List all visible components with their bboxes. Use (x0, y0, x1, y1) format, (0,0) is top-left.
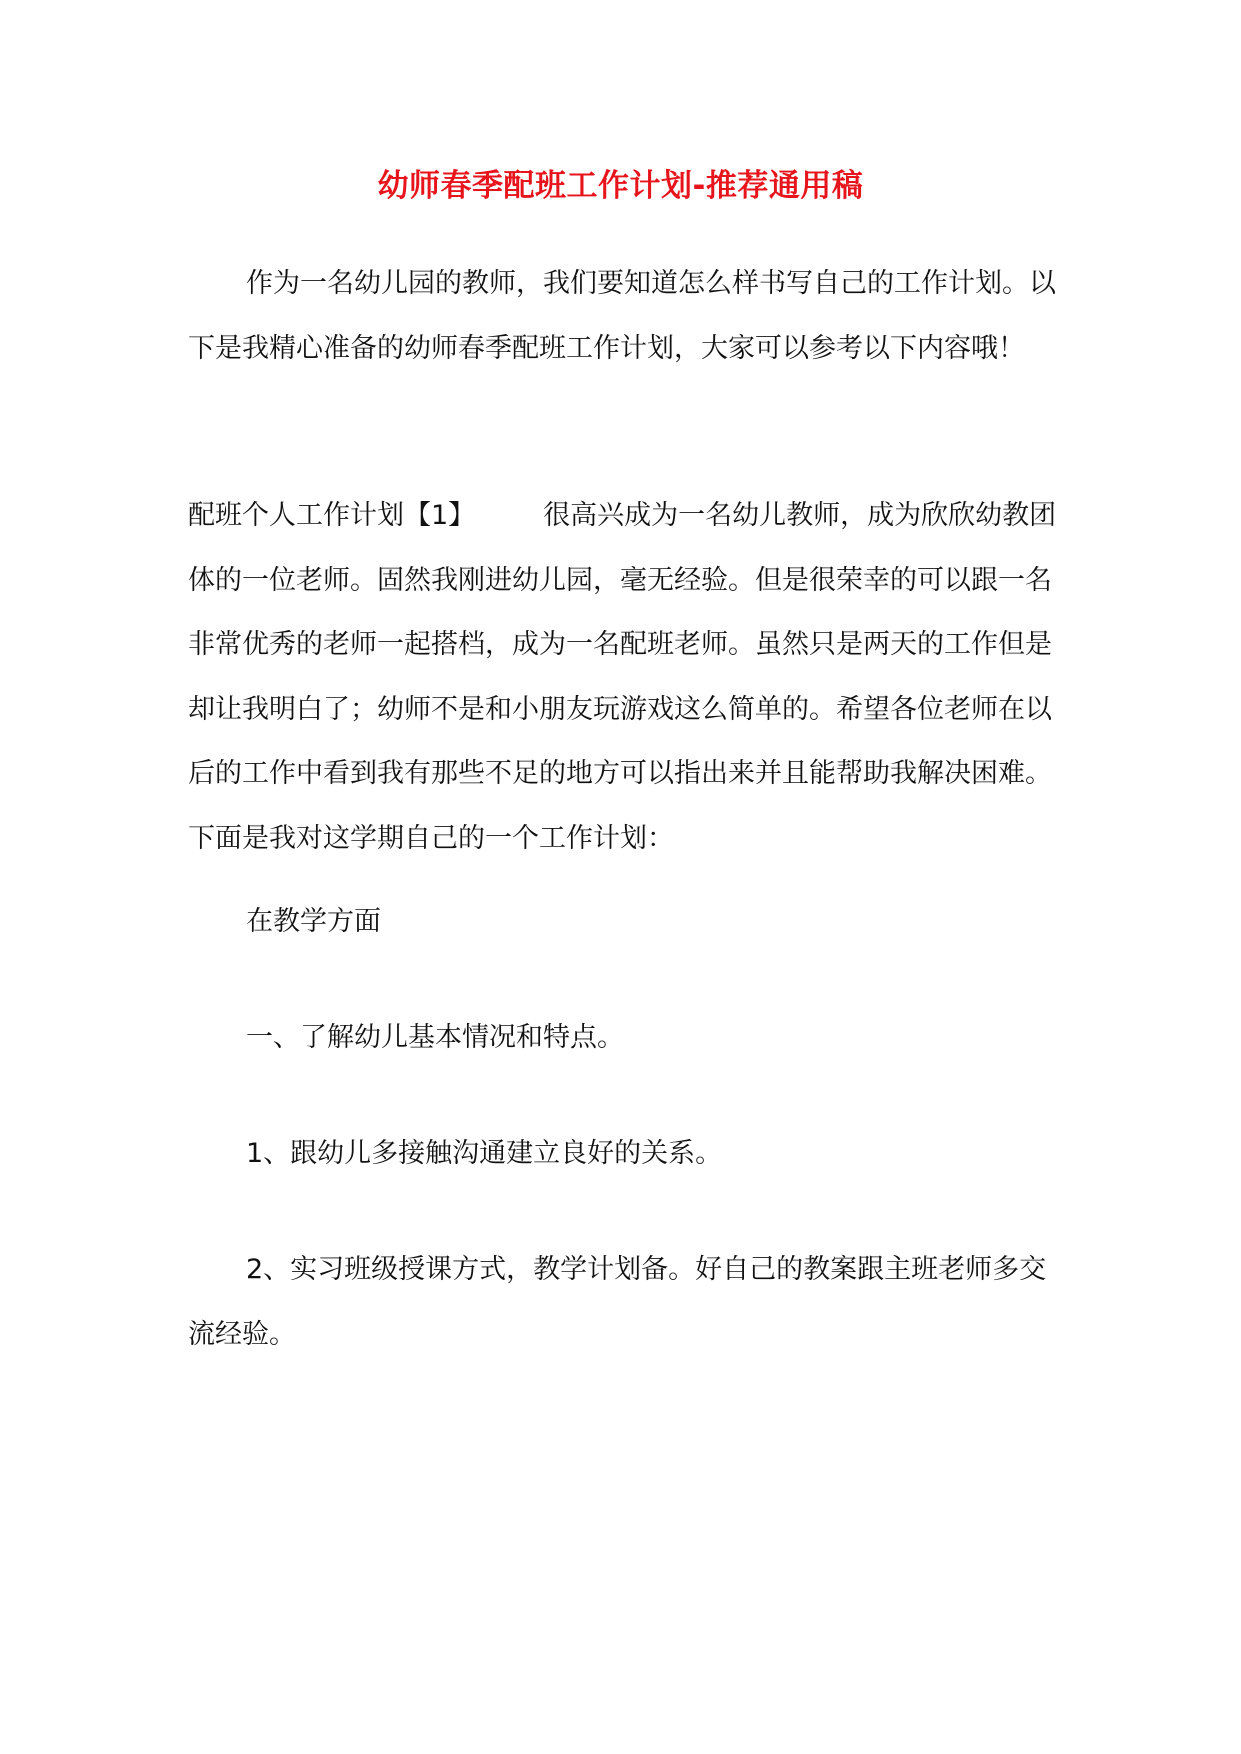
section-body: 很高兴成为一名幼儿教师，成为欣欣幼教团体的一位老师。固然我刚进幼儿园，毫无经验。但是很荣幸的可以跟一名非常优秀的老师一起搭档，成为一名配班老师。虽然只是两天的工作但是却让我明白了；幼师不是和小朋友玩游戏这么简单的。希望各位老师在以后的工作中看到我有那些不足的地方可以指出来并且能帮助我解决困难。下面是我对这学期自己的一个工作计划： (188, 500, 1057, 854)
list-item-1: 1、跟幼儿多接触沟通建立良好的关系。 (246, 1138, 723, 1169)
intro-paragraph: 作为一名幼儿园的教师，我们要知道怎么样书写自己的工作计划。以下是我精心准备的幼师春季配班工作计划，大家可以参考以下内容哦！ (188, 268, 1056, 364)
teaching-heading: 在教学方面 (246, 906, 381, 937)
list-item-2: 2、实习班级授课方式，教学计划备。好自己的教案跟主班老师多交流经验。 (188, 1254, 1047, 1350)
list-item-one: 一、了解幼儿基本情况和特点。 (246, 1022, 624, 1053)
section-paragraph (188, 484, 1068, 871)
document-title: 幼师春季配班工作计划-推荐通用稿 (377, 168, 864, 204)
section-heading: 配班个人工作计划【1】 (188, 500, 476, 531)
